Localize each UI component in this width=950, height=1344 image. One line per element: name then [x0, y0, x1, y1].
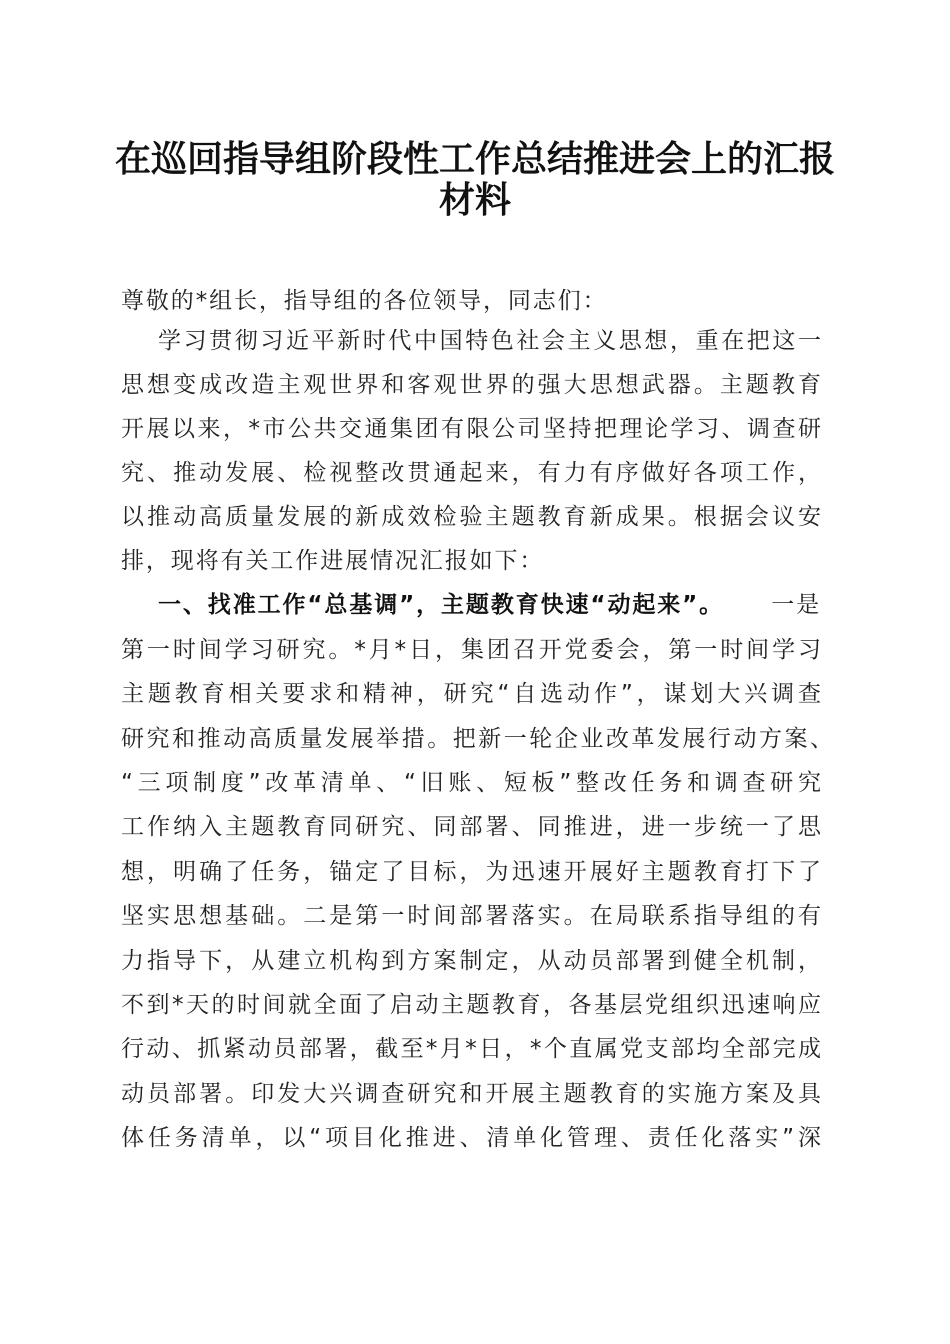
section-1-line: 研究和推动高质量发展举措。把新一轮企业改革发展行动方案、 [121, 726, 833, 752]
intro-line: 以推动高质量发展的新成效检验主题教育新成果。根据会议安 [121, 504, 821, 530]
intro-line: 学习贯彻习近平新时代中国特色社会主义思想，重在把这一 [158, 328, 821, 354]
section-1-first-line-tail: 一是 [771, 592, 821, 618]
document-title-line-2: 材料 [438, 179, 511, 221]
section-1-line: 主题教育相关要求和精神，研究“自选动作”，谋划大兴调查 [121, 681, 821, 707]
section-1-line: “三项制度”改革清单、“旧账、短板”整改任务和调查研究 [121, 770, 821, 796]
section-1-line: 坚实思想基础。二是第一时间部署落实。在局联系指导组的有 [121, 903, 821, 929]
document-title-line-1: 在巡回指导组阶段性工作总结推进会上的汇报 [114, 138, 835, 180]
intro-line: 究、推动发展、检视整改贯通起来，有力有序做好各项工作， [121, 460, 821, 486]
section-1-line: 工作纳入主题教育同研究、同部署、同推进，进一步统一了思 [121, 814, 821, 840]
salutation: 尊敬的*组长，指导组的各位领导，同志们： [121, 288, 608, 314]
intro-line: 排，现将有关工作进展情况汇报如下： [121, 548, 545, 574]
section-1-line: 不到*天的时间就全面了启动主题教育，各基层党组织迅速响应 [121, 992, 821, 1018]
section-1-line: 体任务清单，以“项目化推进、清单化管理、责任化落实”深 [121, 1125, 821, 1151]
section-1-line: 想，明确了任务，锚定了目标，为迅速开展好主题教育打下了 [121, 859, 821, 885]
section-1-first-line [158, 590, 821, 620]
section-1-line: 动员部署。印发大兴调查研究和开展主题教育的实施方案及具 [121, 1081, 821, 1107]
intro-line: 思想变成改造主观世界和客观世界的强大思想武器。主题教育 [121, 372, 821, 398]
section-1-heading: 一、找准工作“总基调”，主题教育快速“动起来”。 [158, 592, 725, 618]
intro-line: 开展以来，*市公共交通集团有限公司坚持把理论学习、调查研 [121, 416, 821, 442]
section-1-line: 行动、抓紧动员部署，截至*月*日，*个直属党支部均全部完成 [121, 1036, 821, 1062]
section-1-line: 第一时间学习研究。*月*日，集团召开党委会，第一时间学习 [121, 637, 821, 663]
section-1-line: 力指导下，从建立机构到方案制定，从动员部署到健全机制， [121, 948, 821, 974]
